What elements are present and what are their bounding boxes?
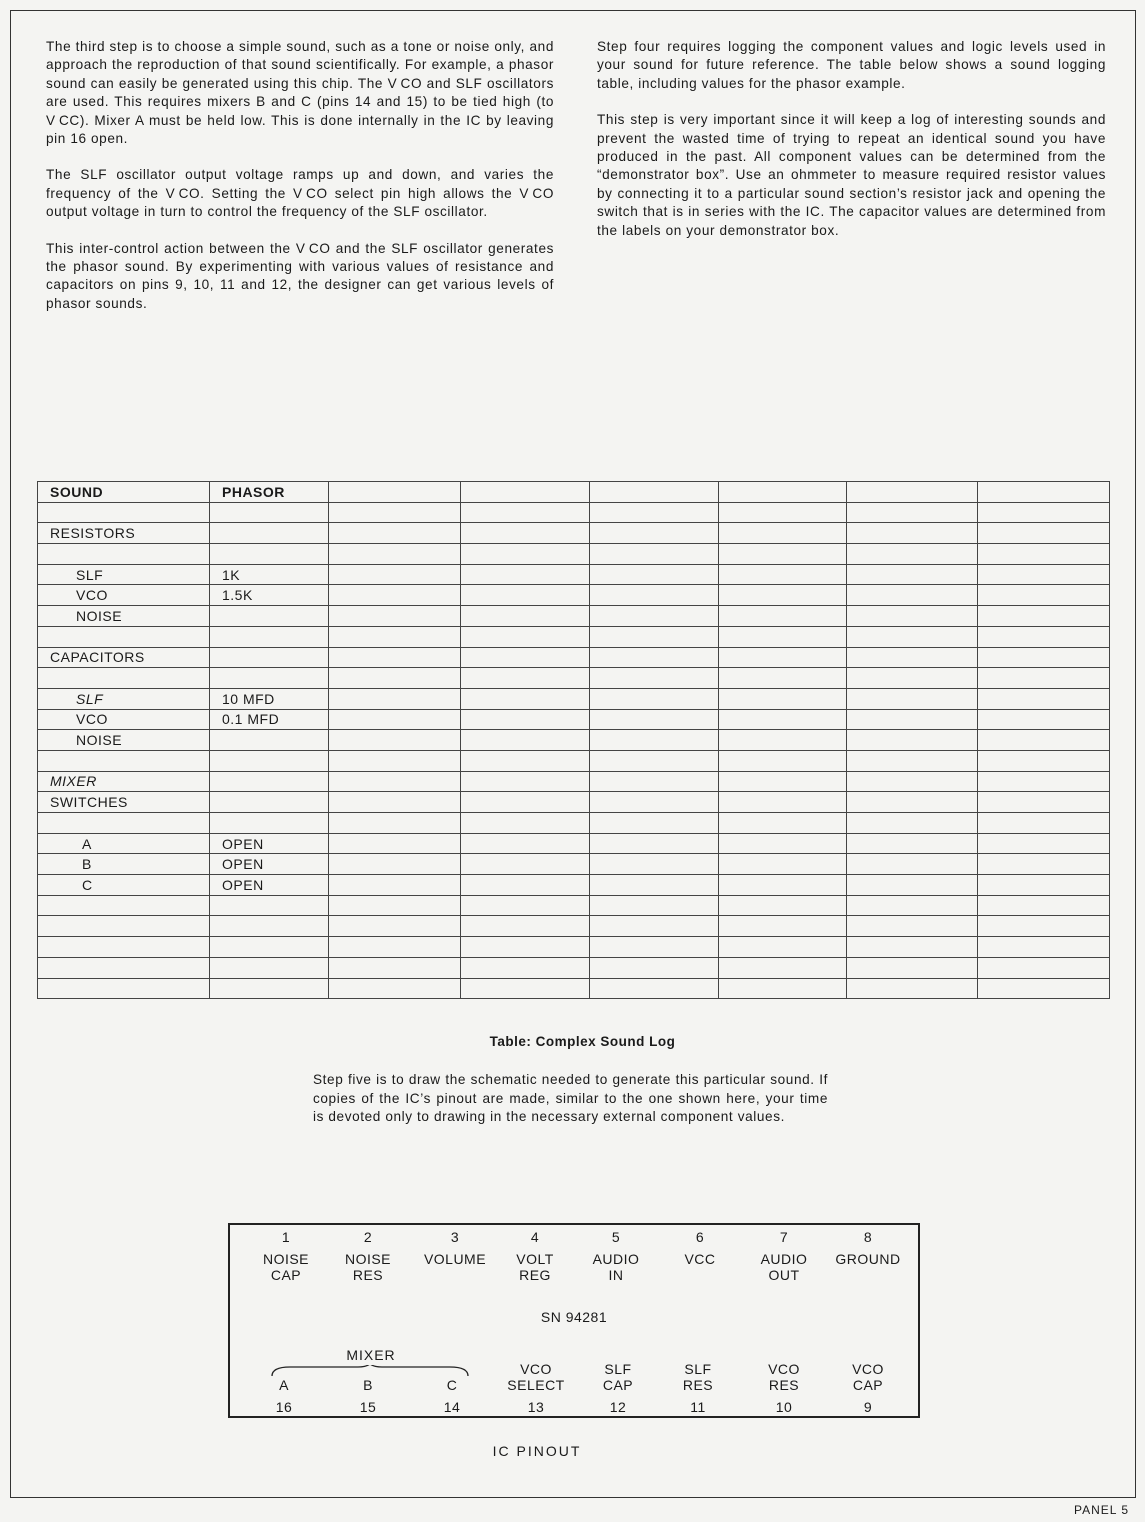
table-row <box>38 750 1110 771</box>
header-phasor: PHASOR <box>210 482 329 503</box>
cell-value: OPEN <box>210 875 329 896</box>
paragraph-slf-oscillator: The SLF oscillator output voltage ramps up and down, and varies the frequency of the V CO. Setting the V CO select pin high allows the V CO output voltage in turn to control the frequency of the SLF oscillator. <box>46 167 554 220</box>
pin-2 <box>336 1229 400 1283</box>
pin-number: 7 <box>779 1229 789 1245</box>
table-row <box>38 606 1110 627</box>
table-row <box>38 916 1110 937</box>
chip-part-number: SN 94281 <box>540 1309 608 1325</box>
pin-8 <box>830 1229 906 1267</box>
row-label-slf-resistor: SLF <box>38 564 210 585</box>
pin-label: IN <box>608 1267 624 1283</box>
ic-pinout-diagram <box>228 1223 920 1418</box>
table-row <box>38 957 1110 978</box>
pin-number: 9 <box>863 1399 873 1415</box>
pin-number: 8 <box>863 1229 873 1245</box>
pin-number: 3 <box>450 1229 460 1245</box>
pin-number: 4 <box>530 1229 540 1245</box>
table-row <box>38 792 1110 813</box>
pin-number: 6 <box>695 1229 705 1245</box>
pin-number: 12 <box>609 1399 627 1415</box>
pin-12 <box>586 1361 650 1421</box>
table-row <box>38 771 1110 792</box>
table-row <box>38 688 1110 709</box>
row-label-noise-resistor: NOISE <box>38 606 210 627</box>
pin-label: SLF <box>604 1361 632 1377</box>
table-row <box>38 482 1110 503</box>
pin-label: CAP <box>270 1267 302 1283</box>
table-row <box>38 564 1110 585</box>
pin-label: VCO <box>520 1361 552 1377</box>
table-row <box>38 854 1110 875</box>
cell-value <box>210 730 329 751</box>
table-row <box>38 585 1110 606</box>
pin-number: 14 <box>443 1399 461 1415</box>
table-row <box>38 626 1110 647</box>
pin-number: 1 <box>281 1229 291 1245</box>
row-label-capacitors: CAPACITORS <box>38 647 210 668</box>
pin-label: VOLT <box>516 1251 554 1267</box>
mixer-brace <box>270 1365 470 1377</box>
pin-number: 16 <box>275 1399 293 1415</box>
pin-label: VCO <box>852 1361 884 1377</box>
pin-label: VOLUME <box>423 1251 487 1267</box>
paragraph-step-four: Step four requires logging the component values and logic levels used in your sound for future reference. The table below shows a sound logging table, including values for the phasor example. <box>597 39 1106 91</box>
table-row <box>38 978 1110 999</box>
pin-label: OUT <box>768 1267 800 1283</box>
pin-label: CAP <box>602 1377 634 1393</box>
cell-value: OPEN <box>210 854 329 875</box>
pin-6 <box>668 1229 732 1267</box>
pin-7 <box>752 1229 816 1283</box>
pin-label: NOISE <box>262 1251 310 1267</box>
row-label-vco-resistor: VCO <box>38 585 210 606</box>
pin-number: 5 <box>611 1229 621 1245</box>
row-label-slf-capacitor: SLF <box>38 688 210 709</box>
table-row <box>38 544 1110 565</box>
cell-value: 10 MFD <box>210 688 329 709</box>
pin-label: CAP <box>852 1377 884 1393</box>
pin-number: 10 <box>775 1399 793 1415</box>
table-row <box>38 895 1110 916</box>
paragraph-step-three: The third step is to choose a simple sound, such as a tone or noise only, and approach the reproduction of that sound scientifically. For example, a phasor sound can easily be generated using this chip. The V CO and SLF oscillators are used. This requires mixers B and C (pins 14 and 15) to be tied high (to V CC). Mixer A must be held low. This is done internally in the IC by leaving pin 16 open. <box>46 39 554 147</box>
pin-label: RES <box>768 1377 800 1393</box>
cell-value: 1K <box>210 564 329 585</box>
pin-label: REG <box>519 1267 551 1283</box>
table-row <box>38 523 1110 544</box>
pin-label: AUDIO <box>760 1251 808 1267</box>
pin-16 <box>254 1377 314 1421</box>
row-label-switch-a: A <box>38 833 210 854</box>
table-row <box>38 833 1110 854</box>
table-row <box>38 709 1110 730</box>
row-label-resistors: RESISTORS <box>38 523 210 544</box>
pin-label: A <box>279 1377 289 1393</box>
row-label-switches: SWITCHES <box>38 792 210 813</box>
paragraph-inter-control: This inter-control action between the V CO and the SLF oscillator generates the phasor sound. By experimenting with various values of resistance and capacitors on pins 9, 10, 11 and 12, the designer can get various levels of phasor sounds. <box>46 240 554 311</box>
paragraph-logging-importance: This step is very important since it will keep a log of interesting sounds and prevent the wasted time of trying to repeat an identical sound you have produced in the past. All component values can be determined from the “demonstrator box”. Use an ohmmeter to measure required resistor values by connecting it to a particular sound section’s resistor jack and opening the switch that is in series with the IC. The capacitor values are determined from the labels on your demonstrator box. <box>597 112 1106 238</box>
pin-number: 2 <box>363 1229 373 1245</box>
pin-label: C <box>446 1377 458 1393</box>
cell-value <box>210 606 329 627</box>
table-row <box>38 937 1110 958</box>
pin-label: NOISE <box>344 1251 392 1267</box>
cell-value: 1.5K <box>210 585 329 606</box>
row-label-mixer: MIXER <box>38 771 210 792</box>
sound-log-table <box>37 481 1110 999</box>
pin-label: B <box>363 1377 373 1393</box>
pin-15 <box>338 1377 398 1421</box>
cell-value: OPEN <box>210 833 329 854</box>
pin-label: VCC <box>684 1251 716 1267</box>
paragraph-step-five: Step five is to draw the schematic needed to generate this particular sound. If copies of the IC’s pinout are made, similar to the one shown here, your time is devoted only to drawing in the necessary external component values. <box>313 1072 828 1124</box>
table-caption: Table: Complex Sound Log <box>489 1034 676 1049</box>
mixer-label: MIXER <box>346 1347 396 1363</box>
pin-13 <box>500 1361 572 1421</box>
pin-5 <box>584 1229 648 1283</box>
pin-number: 15 <box>359 1399 377 1415</box>
pin-label: VCO <box>768 1361 800 1377</box>
pin-label: SELECT <box>507 1377 565 1393</box>
table-row <box>38 668 1110 689</box>
pin-14 <box>422 1377 482 1421</box>
pin-label: RES <box>352 1267 384 1283</box>
pin-1 <box>254 1229 318 1283</box>
table-row <box>38 813 1110 834</box>
right-column <box>597 38 1106 258</box>
row-label-switch-b: B <box>38 854 210 875</box>
pin-number: 13 <box>527 1399 545 1415</box>
pin-label: SLF <box>684 1361 712 1377</box>
header-sound: SOUND <box>38 482 210 503</box>
pin-label: AUDIO <box>592 1251 640 1267</box>
panel-number: PANEL 5 <box>1073 1503 1129 1517</box>
pin-10 <box>752 1361 816 1421</box>
pin-9 <box>836 1361 900 1421</box>
table-row <box>38 502 1110 523</box>
table-row <box>38 647 1110 668</box>
pin-number: 11 <box>690 1399 706 1415</box>
table-row <box>38 875 1110 896</box>
left-column <box>46 38 554 331</box>
pin-3 <box>420 1229 490 1267</box>
pin-label: RES <box>682 1377 714 1393</box>
pin-label: GROUND <box>835 1251 901 1267</box>
pin-4 <box>503 1229 567 1283</box>
pin-11 <box>666 1361 730 1421</box>
row-label-noise-capacitor: NOISE <box>38 730 210 751</box>
row-label-switch-c: C <box>38 875 210 896</box>
row-label-vco-capacitor: VCO <box>38 709 210 730</box>
cell-value: 0.1 MFD <box>210 709 329 730</box>
pinout-caption: IC PINOUT <box>492 1443 582 1459</box>
table-row <box>38 730 1110 751</box>
